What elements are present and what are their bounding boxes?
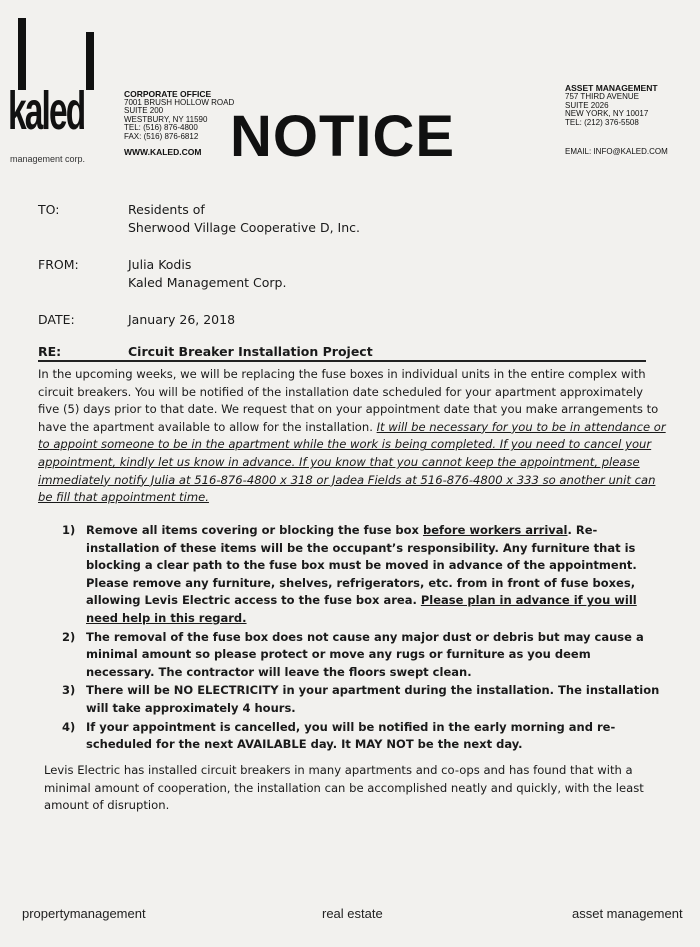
re-label: RE:: [38, 344, 62, 359]
closing-paragraph: Levis Electric has installed circuit breakers in many apartments and co-ops and has found that with a minimal amount of cooperation, the installation can be accomplished neatly and quickly, with the least amount of disruption.: [44, 763, 644, 813]
intro-text: In the upcoming weeks, we will be replacing the fuse boxes in individual units in the entire complex with circuit breakers. You will be notified of the installation date scheduled for your apartment approximately five (5) days prior to that date. We request that on your appointment date that you make arrangements to have the apartment available to allow for the installation.: [38, 367, 659, 434]
item-text: There will be NO ELECTRICITY in your apartment during the installation. The installation will take approximately 4 hours.: [86, 683, 660, 715]
item-text: If your appointment is cancelled, you will be notified in the early morning and re-scheduled for the next AVAILABLE day. It MAY NOT be the next day.: [86, 719, 616, 752]
logo-bar-right: [86, 32, 94, 90]
item-number: 4): [62, 719, 76, 734]
asset-heading: ASSET MANAGEMENT: [565, 83, 658, 93]
footer-right: asset management: [572, 906, 683, 921]
corporate-heading: CORPORATE OFFICE: [124, 89, 212, 99]
to-line: Sherwood Village Cooperative D, Inc.: [128, 220, 360, 235]
date-value: January 26, 2018: [128, 312, 236, 327]
corporate-line: TEL: (516) 876-4800: [124, 123, 198, 133]
from-label: FROM:: [38, 257, 79, 272]
instruction-list: [62, 522, 662, 755]
website-link: WWW.KALED.COM: [124, 146, 202, 157]
asset-management-block: [565, 84, 668, 157]
corporate-office-block: [124, 90, 234, 156]
to-line: Residents of: [128, 202, 205, 217]
asset-line: NEW YORK, NY 10017: [565, 109, 649, 119]
item-number: 3): [62, 683, 76, 698]
re-subject: Circuit Breaker Installation Project: [128, 344, 373, 359]
list-item: [62, 682, 662, 717]
date-label: DATE:: [38, 312, 75, 327]
item-text: Remove all items covering or blocking the fuse box: [86, 523, 423, 537]
asset-email: EMAIL: INFO@KALED.COM: [565, 146, 668, 156]
list-item: [62, 522, 662, 628]
to-label: TO:: [38, 202, 60, 217]
logo-subtitle: management corp.: [10, 154, 86, 164]
asset-line: TEL: (212) 376-5508: [565, 118, 639, 128]
corporate-line: 7001 BRUSH HOLLOW ROAD: [124, 97, 235, 107]
from-line: Kaled Management Corp.: [128, 275, 287, 290]
corporate-line: FAX: (516) 876-6812: [124, 131, 199, 141]
item-number: 2): [62, 629, 76, 644]
asset-line: 757 THIRD AVENUE: [565, 91, 639, 101]
item-text: . Re-installation of these items will be the occupant’s responsibility. Any furniture that is blocking a clear path to the fuse box must be moved in advance of the appointment. Please remove any furniture, shelves, refrigerators, etc. from in front of fuse boxes, allowing Levis Electric access to the fuse box area.: [86, 523, 637, 608]
list-item: [62, 629, 662, 682]
footer-center: real estate: [322, 906, 383, 921]
intro-paragraph: [38, 366, 668, 507]
kaled-logo: [8, 18, 104, 168]
item-text: The removal of the fuse box does not cause any major dust or debris but may cause a minimal amount so please protect or move any rugs or furniture as you deem necessary. The contractor will leave the floors swept clean.: [86, 629, 644, 679]
subject-divider: [38, 360, 646, 362]
list-item: [62, 719, 662, 754]
logo-word: kaled: [8, 81, 85, 141]
notice-title: NOTICE: [230, 104, 456, 169]
item-number: 1): [62, 523, 76, 537]
corporate-line: SUITE 200: [124, 106, 164, 116]
corporate-line: WESTBURY, NY 11590: [124, 114, 208, 124]
intro-underlined-text: It will be necessary for you to be in attendance or to appoint someone to be in the apartment while the work is being completed. If you need to cancel your appointment, kindly let us know in advance. If you know that you cannot keep the appointment, please immediately notify Julia at 516-876-4800 x 318 or Jadea Fields at 516-876-4800 x 333 so another unit can be fill that appointment time.: [38, 419, 666, 505]
footer-left: propertymanagement: [22, 906, 146, 921]
from-line: Julia Kodis: [128, 257, 192, 272]
item-underlined-text: Please plan in advance if you will need help in this regard.: [86, 593, 637, 625]
asset-line: SUITE 2026: [565, 100, 609, 110]
item-underlined-text: before workers arrival: [422, 523, 568, 537]
